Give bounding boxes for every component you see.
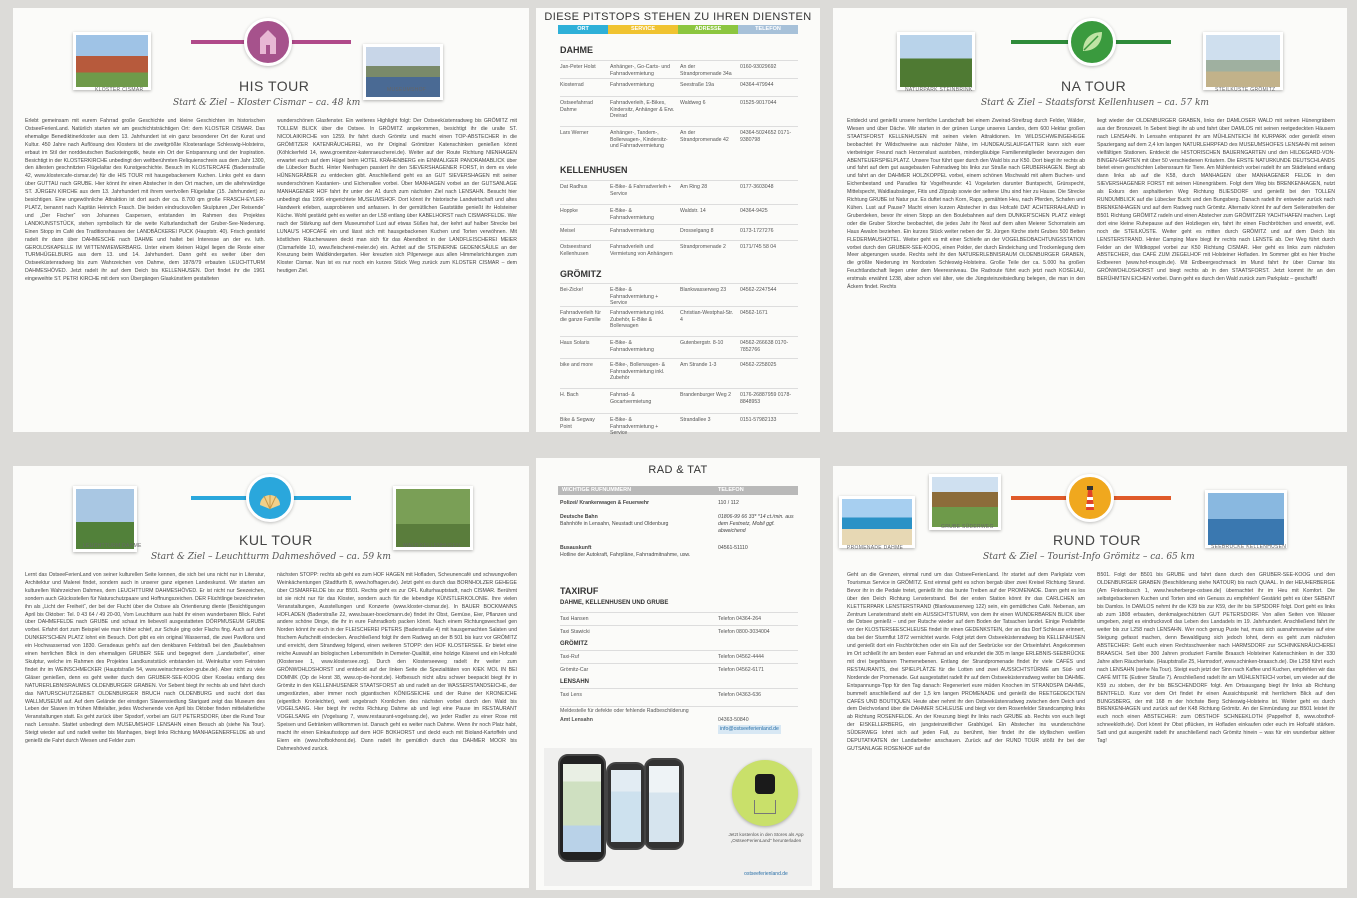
- pitstop-phone: 0177-3603048: [740, 184, 774, 190]
- promenade-photo: [839, 496, 915, 548]
- text-column: liegt wieder der OLDENBURGER GRABEN, links der DAMLOSER WALD mit seinen Hünengräbern aus der Bronzezeit. In Sebent biegt ihr ab und fahrt über DAMLOS mit seinen reetgedeckten Häusern nach LENSAHN. In Lensahn entspannt ihr am MÜHLENTEICH IM KURPARK oder genießt einen Spaziergang auf dem 2,4 km langen NATURLEHRPFAD des MUSEUMSHOFES LENSAHN mit seinen vielfältigen Stationen. Entdeckt die HISTORISCHEN BAUERNGARTEN und den HILDEGARD-VON-BINGEN-GARTEN mit über 50 verschiedenen Kräutern. Die ERSTE NATURKUNDE DEUTSCHLANDS bietet einen geschichten Lebensraum für Tiere. Am Mühlenteich vorbei radelt ihr am Städteland entlang dann links ab auf die K58, durch MANHAGEN über MANHAGENER FELDE in den SIEVERSHAGENER FORST mit seinen Hünengräbern. Folgt dem Weg bis BRENKENHAGEN, nutzt als Exkurs den asphaltierten Weg Richtung BLIESDORF und genießt bei den TOLLEN RUNDUMBLICK auf die Lübecker Bucht und den Bungsberg. Danach radelt ihr entweder zurück nach BRENKENHAGEN und auf dem Radweg nach Grömitz. Alternativ könnt ihr auf dem Seitenstreifen der B501 Richtung GRÖMITZ radeln und einen Abstecher zum GRÖMITZER YACHTHAFEN machen. Legt dort eine kleine Ruhepause auf den Holzliegen ein, fahrt ihr einen Fischbrötchen und erwerbt, evtl. noch die STEILKÜSTE. Weiter geht es mitten durch GRÖMITZ und auf dem Deich bis LENSTERSTRAND. Hinter Camping Mare biegt ihr rechts nach LENSTE ab. Der Weg führt durch Felder an der Wildkoppel vorbei zur K50 Richtung CISMAR. Hier geht es links zum nächsten ABSTECHER, das CAFÉ ZUM ZIEGELHOF mit Holsteiner Hofladen. Im Sommer gibt es hier frische Erdbeeren (www.hof-mougin.de). Mit Erdbeergeschmack im Mund fahrt ihr über Cismar bis GRÖNWOHLDSHORST und biegt rechts ab in den STAATSFORST. Jetzt kommt ihr an den BERÜHMTEN EICHEN vorbei. Dann geht es durch den Wald zurück zum Parkplatz – geschafft!: [1097, 118, 1335, 283]
- pitstop-address: Seestraße 19a: [680, 82, 715, 88]
- col-header-service: SERVICE: [608, 25, 678, 34]
- pitstop-phone: 04562-1671: [740, 310, 768, 316]
- pitstop-address: An der Strandpromenade 34a: [680, 64, 732, 77]
- pitstop-phone: 0171/745 58 04: [740, 244, 777, 250]
- grube-caption: GRUBE SÜDERWEG: [941, 524, 994, 530]
- pitstop-name: Meisel: [560, 228, 575, 234]
- pitstop-service: E-Bike- & Fahrradvermietung + Service: [610, 287, 659, 307]
- website-link[interactable]: ostseeferienland.de: [744, 871, 788, 877]
- seebruecke-caption: SEEBRÜCKE KELLENHUSEN: [1211, 544, 1287, 550]
- pitstop-service: E-Bike-, Bollerwagen- & Fahrradvermietung inkl. Zubehör: [610, 362, 666, 382]
- col-header-ort: ORT: [558, 25, 608, 34]
- taxi-phone: Telefon 04364-264: [718, 616, 761, 622]
- pitstop-phone: 0173-1727276: [740, 228, 774, 234]
- pitstops-title: DIESE PITSTOPS STEHEN ZU IHREN DIENSTEN: [544, 11, 812, 23]
- pitstop-service: E-Bike- & Fahrradvermietung: [610, 208, 654, 221]
- pitstop-row: [560, 358, 798, 382]
- taxi-subtitle: DAHME, KELLENHUSEN UND GRUBE: [560, 600, 669, 606]
- taxi-name: Grömitz-Car: [560, 667, 589, 673]
- taxi-name: Taxi Hansen: [560, 616, 589, 622]
- pitstop-service: Fahrradvermietung: [610, 228, 654, 234]
- pitstop-service: Fahrrad- & Gocartvermietung: [610, 392, 652, 405]
- pitstop-address: An der Strandpromenade 42: [680, 130, 729, 143]
- wald-photo: [393, 486, 473, 550]
- pitstop-name: Lars Werner: [560, 130, 589, 136]
- pitstop-name: Ostseestrand Kellenhusen: [560, 244, 591, 257]
- tour-title: NA TOUR: [1061, 78, 1127, 94]
- wald-caption: WALD KELLENHUSEN: [403, 543, 461, 549]
- pitstop-address: Am Ring 28: [680, 184, 708, 190]
- pitstop-row: [560, 283, 798, 307]
- tour-title: HIS TOUR: [239, 78, 310, 94]
- rad-tat-title: RAD & TAT: [648, 464, 708, 476]
- pitstop-service: Anhänger-, Tandem-, Bollerwagen-, Kindersitz- und Fahrradvermietung: [610, 130, 668, 150]
- pitstop-phone: 04364-479944: [740, 82, 774, 88]
- pitstop-row: [560, 240, 798, 257]
- pitstop-phone: 04364-9425: [740, 208, 768, 214]
- header-phone: TELEFON: [718, 487, 744, 493]
- na-tour-panel: [833, 8, 1347, 432]
- pitstop-row: [560, 224, 798, 235]
- pitstop-address: Brandenburger Weg 2: [680, 392, 731, 398]
- phone-mockup: [558, 754, 606, 862]
- rufnummern-header: [558, 486, 798, 495]
- section-dahme: DAHME: [560, 45, 593, 55]
- leaf-badge-icon: [1068, 18, 1116, 66]
- taxi-city: GRÖMITZ: [560, 641, 588, 647]
- pitstop-address: Strandallee 3: [680, 417, 711, 423]
- pitstop-address: Am Strande 1-3: [680, 362, 717, 368]
- pitstop-phone: 01525-9017044: [740, 100, 777, 106]
- pitstop-address: Gutenbergstr. 8-10: [680, 340, 724, 346]
- pitstop-service: Fahrradverleih, E-Bikes, Kindersitz, Anhänger & Erw. Dreirad: [610, 100, 675, 120]
- table-header: [558, 25, 798, 34]
- phone-mockup: [606, 762, 646, 850]
- pitstop-phone: 0151-57982133: [740, 417, 777, 423]
- pitstop-row: [560, 413, 798, 437]
- pitstop-phone: 04562-2247544: [740, 287, 777, 293]
- pitstop-name: H. Bach: [560, 392, 579, 398]
- pitstop-row: [560, 96, 798, 120]
- museumshof-caption: MUSEUMSHOF: [387, 87, 427, 93]
- meldestelle-name: Amt Lensahn: [560, 717, 593, 723]
- pitstop-name: Hoppke: [560, 208, 578, 214]
- naturpark-photo: [897, 32, 975, 90]
- taxi-phone: Telefon 0800-3034004: [718, 629, 770, 635]
- naturpark-caption: NATURPARK STEINBRINK: [905, 87, 973, 93]
- pitstop-phone: 04562-266638 0170-7852766: [740, 340, 789, 353]
- taxi-phone: Telefon 04562-6171: [718, 667, 764, 673]
- app-info-text: Jetzt kostenlos in den Stores als App „OstseeFerienLand“ herunterladen: [728, 832, 804, 843]
- section-kellenhusen: KELLENHUSEN: [560, 165, 628, 175]
- text-column: nächsten STOPP: rechts ab geht es zum HOF HAGEN mit Hofladen, Scheunencafé und schwungvollen Weinkächentungen (Stadtfurth 8, www.hofhagen.de). Jetzt geht es durch das BORNHOLZER GEHEGE über CISMARFELDE bis zur B501. Rechts geht es zur OFL Kulturhauptstadt, nach CISMAR. Berühmt ist sie nicht nur für das Kloster, sondern auch für die lebendige KÜNSTLERKOLONIE. Ihre vielen Veranstaltungen, Ausstellungen und Konzerte (www.kloster-cismar.de). In BAUER BOCKMANNS HOFLADEN (Baderstraße 22, www.bauer-boeckmann.de) findet ihr Obst, Gemüse, Eier, Pflanzen und andere schöne Dinge, die ihr in eure Fahrradkorb packen könnt. Nach einem Richtungswechsel gen Norden könnt ihr euch in der FLEISCHEREI PETERS (Baderstraße 4) mit hausgemachten Salaten und frischem Aufschnitt eindecken. Anschließend folgt ihr dem Radweg an der B 501 bis kurz vor GRÖMITZ und erreicht, dem Strandweg folgend, einen weiteren STOPP: den HOF KLOSTERSEE. Er bietet eine reiche Auswahl an biologischen Lebensmitteln in Demeter-Qualität, eine holzige Käserei und ein Hofcafé (Klostersee 1, www.klostersee.org). Durch den Klosterseeweg radelt ihr weiter zum GRÖNWOHLDSHORST und entdeckt auf der linken Seite die Spezialitäten von KIEK MOL IN BEI DOMNIK (Op de Horst 38, www.op-de-horst.de). Hofbesuch nicht allzu schwer beepackt biegt ihr in Grömitz in den KELLENHUSENER STAATSFORST ab und radelt an der WASSERSTANDSEICHE, der umgestürzten, aber immer noch gigantischen KÖNIGSEICHE und der Ruine der KRONEICHE (eigentlich Kronleichter), weit ungebrach Kronlichen des nächsten vorbei durch den Wald bis VOGELSANG. Hier biegt ihr rechts Richtung Dahme ab und legt eine Pause im RESTAURANT VOGELSANG ein (Vogelsang 7, www.restaurant-vogelsang.de), wo jeder Radler zu einer Rose mit Speisen und Getränken willkommen ist. Danach geht es weiter nach Dahme. Wenn ihr noch Platz habt, macht ihr einen Einkaufsstopp auf dem HOF BOKHORST und deckt euch mit Bioland-Kartoffeln und Eiern ein (www.hofbokhorst.de). Dann radelt ihr gemütlich durch das DAHMER MOOR bis Dahmeshöved zurück.: [277, 572, 517, 752]
- pitstop-row: [560, 336, 798, 353]
- contact-phone: 01806-99 66 33* *14 ct./min. aus dem Festnetz, Mobil ggf. abweichend: [718, 514, 794, 534]
- pitstop-row: [560, 388, 798, 405]
- pitstop-row: [560, 306, 798, 330]
- col-header-adresse: ADRESSE: [678, 25, 738, 34]
- col-header-telefon: TELEFON: [738, 25, 798, 34]
- shell-badge-icon: [246, 474, 294, 522]
- contact-desc: Bahnhöfe in Lensahn, Neustadt und Oldenburg: [560, 521, 669, 527]
- taxi-name: Taxi Lens: [560, 692, 582, 698]
- text-columns: [847, 572, 1335, 882]
- text-column: B501. Folgt der B501 bis GRUBE und fahrt dann durch den GRUBER-SEE-KOOG und den OLDENBURGER GRABEN (Beschilderung siehe NATOUR) bis nach QUAAL. In der HEUHERBERGE (Am Finkenbusch 1, www.heuherberge-ostsee.de) übernachtet ihr im Heu mit Komfort. Die selbstgebackenen Kuchen und Torten sind ein Genuss zu empfehlen! Gestärkt geht es über SEBENT bis Damlos. In DAMLOS nehmt ihr die K39 bis zur K59, der ihr bis SIPSDORF folgt. Dort geht es links ab zum 1808 erbauten, denkmalgeschützten GUT PETERSDORF. Von allen Seiten von Wasser umgeben, zeigt es eindrucksvoll das Leben des Landadels im 19. Jahrhundert. Anschließend fahrt ihr weiter bis zur L258 nach LENSAHN. Wer noch genug Puste hat, muss sich ausnahmsweise auf eine Steigung gefasst machen, denn Bewaldigung sich jedoch lohnt, denn es geht zum nächsten ABSTECHER: Geht euch einen Rechtsschwenker nach HARMSDORF zur SCHINKENRÄUCHEREI BRAASCH. Seit über 300 Jahren produziert Familie Braasch Holsteiner Katenschinken in der 330 Jahre alten Räucherkate. (Hauptstraße 25, Harmsdorf, www.schinken-braasch.de). Die L258 führt euch nach LENSAHN (siehe Na Tour). Steigt euch jetzt der Sinn nach Kaffee und Kuchen, empfehlen wir das CAFÉ MITTE (Eutiner Straße 7). Anschließend radelt ihr am MÜHLENTEICH vorbei, um wieder auf die K59 zu stoben, der ihr bis BESCHENDORF folgt. Am Ortsausgang biegt ihr links ab Richtung BENTFELD. Kurz vor dem Ort findet ihr einen Aussichtspunkt mit herrlichem Blick auf den BUNGSBERG, der mit 168 m der höchste Berg Schleswig-Holsteins ist. Weiter geht es durch BRENKENHAGEN und zurück auf der K48 Richtung Grömitz. An der Einmündung zur B501 leistet ihr euch noch einen ABSTECHER: zum OBSTHOF SCHNEEKLOTH (Pappelhof 8, www.obsthof-schneekloth.de). Dort könnt ihr Obst pflücken, im Hofladen einkaufen oder euch im Hofcafé stärken. Satt und gut ausgerüht radelt ihr anschließend nach Grömitz hinein – was für ein wunderbar aktiver Tag!: [1097, 572, 1335, 745]
- contact-name: Deutsche Bahn: [560, 514, 598, 520]
- pitstop-name: Haus Solaris: [560, 340, 590, 346]
- text-column: Geht an die Grenzen, einmal rund um das OstseeFerienLand. Ihr startet auf dem Parkplatz vom Tourismus Service in GRÖMITZ. Erst einmal geht es schon bergab über zwei Kreisel Richtung Strand. Bevor ihr in die Pedale tretet, genießt ihr das bunte Treiben auf der PROMENADE. Dann geht es los über den Deich Richtung Lensterstrand. Bei der ersten Station könnt ihr das CARLCHEN am KLETTERPARK LENSTERSTRAND (Blankwasserweg 122) sein, ein gemütliches Café. Nebenan, am Zentrum Lensterstrand steht ein AUSSICHTSTURM, von dem ihr einen WUNDERBAREN BLICK über die Ostsee genießt – und per Rutsche wieder auf dem Boden der Tatsachen landet. Einige Pedaltritte vor der KLOSTERSEESCHLEUSE findet ihr einen GEDENKSTEIN, der an das Dorf Schleuse erinnert, das bei der Sturmflut 1872 vernichtet wurde. Folgt jetzt dem Ostseeküstenradweg bis KELLENHUSEN und genießt dort ein Fischbrötchen oder ein Eis auf der Seebrücke vor der Ortseinfahrt. Angekommen im Ort schließt ihr am besten euer Fahrrad an und erkundet die 305 m lange ERLEBNIS-SEEBRÜCKE mit drei begehbaren Themenebenen. Entlang der Strandpromenade findet ihr viele CAFÉS und RESTAURANTS, drei SPIELPLÄTZE für die Lotten und zwei AUSSICHTSTÜRME am Süd- und Nordende der Promenade. Gut ausgestattet radelt ihr auf dem Ostseeküstenradweg weiter bis DAHME. Entspannungs-Tipp für den Tag danach: Regeneriert eure müden Knochen im STRANDSPA DAHME, bummelt anschließend auf der 1,5 km langen PROMENADE und genießt die REETGEDECKTEN CAFÉS UND BOUTIQUEN. Heute aber nehmt ihr den Ostseeküstenradweg zwischen dem Deich und dem Deichvorland über die DAHMER SCHLEUSE und biegt vor dem Rosenfelder Strandcamping links ab Richtung ROSENFELDE. An der Kreuzung biegt ihr links nach GRUBE ab. Rechts von euch liegt der EISKELLERBERG, ein jungsteinzeitlicher Grabhügel. Ein Abstecher ins wunderschöne SÜDERWEG lohnt sich auf jeden Fall, zu berühmt, hier findet ihr die idyllischen weißen DEPUTATKATEN der Landarbeiter anschauen. Zurück auf der RUND TOUR stößt ihr bei der GUTSANLAGE ROSENHOF auf die: [847, 572, 1085, 752]
- section-groemitz: GRÖMITZ: [560, 269, 602, 279]
- taxi-title: TAXIRUF: [560, 586, 599, 596]
- steilkueste-photo: [1203, 32, 1283, 90]
- pitstop-service: Anhänger-, Go-Carts- und Fahrradvermietung: [610, 64, 670, 77]
- pitstop-name: Ostseefahrrad Dahme: [560, 100, 593, 113]
- pitstop-phone: 0160-93029692: [740, 64, 777, 70]
- phone-mockup: [644, 758, 684, 850]
- pitstop-address: Waldweg 6: [680, 100, 706, 106]
- header-label: WICHTIGE RUFNUMMERN: [562, 487, 632, 493]
- tour-title: RUND TOUR: [1053, 532, 1141, 548]
- contact-name: Polizei/ Krankenwagen & Feuerwehr: [560, 500, 650, 506]
- text-column: Erlebt gemeinsam mit eurem Fahrrad große Geschichte und kleine Geschichten im historischen OstseeFerienLand. Natürlich starten wir am geschichtsträchtigen Ort: dem KLOSTER CISMAR. Das ehemalige Benediktinerkloster aus dem 13. Jahrhundert ist ein ganz besonderer Ort der Kunst und Kultur. 450 Jahre nach Auflösung des Klosters ist die zweitgrößte Klosteranlage Schleswig-Holsteins, erbaut im Stil der norddeutschen Backsteingotik, heute ein Ort der Entspannung und der Inspiration. Besichtigt in der KLOSTERKIRCHE unbedingt den weltberühmten Reliquienschrein aus dem Jahr 1300, den ältesten geschnitzten Flügelaltar des Kunstgeschichte. Besuch im KLOSTERCAFÉ (Badersstraße 42, www.klostercafe-cismar.de) für die HIS TOUR mit hausgebackenem Kuchen. Links geht es dann über GUTTAU nach GRUBE. Hier könnt ihr einen Abstecher in den Ort machen, um die altehrwürdige ST. JÜRGEN KIRCHE aus dem 13. Jahrhundert mit ihrem wertvollen Flügelaltar (15. Jahrhundert) zu besichtigen. Eine ungewöhnliche Attraktion ist dort auch der ca. 8.700 qm große FRASCH-EYLER-PLATZ, benannt nach Kapitän Heinrich Frasch. Die beiden eindrucksvollen Skulpturen „Der Reisende“ und „Der Fischer“ von Johannes Caspersen, entstanden im Rahmen des Projektes LANDKUNSTSTÜCK, stehen symbolisch für die weite Kulturlandschaft der Gruber-See-Niederung. Einen Stopp im Café des Traditionshauses der LANDBÄCKEREI PUCK (Hauptstr. 40). Frisch gestärkt radelt ihr dann über DAHMESCHE nach DAHME und haltet bei Interesse an der ev. luth. GEROLDSKAPELLE IM WITTENWIEWERBARG. Unter einem kleinen Hügel liegen die Reste einer TURMHÜGELBURG aus dem 13. und 14. Jahrhundert. Dann geht es weiter über den Ostseeküstenradweg bis zum Wahrzeichen von Dahme, dem 1878/79 erbauten LEUCHTTURM DAHMESHÖVED. Jetzt radelt ihr auf dem Deich bis KELLENHUSEN. Dort findet ihr die 1961 eingeweihte ST. PETRI KIRCHE mit dem von Übergängen Glaskünstlern gestalteten: [25, 118, 265, 283]
- text-column: Lernt das OstseeFerienLand von seiner kulturellen Seite kennen, die sich bei uns nicht nur in Literatur, Architektur und Malerei findet, sondern auch in unserer ganz eigenen Landeskunst. Wir starten am kulturellen Wahrzeichen Dahmes, dem LEUCHTTURM DAHMESHÖVED. Er ist nicht nur Seezeichen, sondern auch Glücksstellen für Naturschutzpaare und Hoffnungszeichen. DER Flüchtlinge bezeichneten ihn als „Licht der Freiheit“, der bei der Flucht über die Ostsee als Orientierung diente (Besichtigungen April bis Oktober: Tel. 0 43 64 / 49 20-00, Vom Leuchtturm aus habt ihr einen wunderbaren Blick. Fahrt über DAHMEFELDE nach GRUBE und schaut im liebevoll ausgestatteten DÖRPMUSEUM GRUBE vorbei. Erfahrt dort zum Beispiel wie man früher schief, zur Schule ging oder Flachs fing. Auch auf dem DUNKER'SCHEN PLATZ lohnt ein Besuch. Dort gibt es ein original Wasserrad, die zwei Pavillons und ein Hochwasserrad von 1830. Geradeaus geht's auf den denkbaren Feldstraß bei den „Baulebahnen einen herrlichen Blick in den ehemaligen GRUBER SEE und begegnet dem „Landarbeiter“, einer Skulptur, welche im Rahmen des Projektes Landkunststück entstanden ist. Weinkultur vom Feinsten findet ihr im WEINSCHMECKER (Hauptstraße 54, www.weinschmecker-grube.de). Aber nicht zu viele Gläser genießen, denn es geht weiter durch den GRUBER-SEE-KOOG über Koselau entlang des NATURERLEBNISRAUMES OLDENBURGER GRABEN. Vor Sebent biegt ihr rechts ab und fahrt durch das NATURSCHUTZGEBIET OLDENBURGER BRUCH nach OLDENBURG und sucht dort das WALLMUSEUM auf. Auf dem Gelände der einstigen Slawensiedlung Starigard zeigt das Museum des Leben der Slawen im frühen Mittelalter, jedes Wochenende von April bis Oktober finden mittelalterliche Veranstaltungen statt. Es geht zurück über Sipsdorf, vorbei am GUT PETERSDORF, über die Rund Tour nach Lensahn. Stattet unbedingt dem MUSEUMSHOF LENSAHN einen Besuch ab (siehe Na Tour). Steigt wieder auf und radelt weiter bis Manhagen, biegt links Richtung MANHAGENERFELDE ab und genießt die Fahrt durch Wiesen und Felder zum: [25, 572, 265, 745]
- tour-subtitle: Start & Ziel – Staatsforst Kellenhusen – ca. 57 km: [981, 98, 1209, 108]
- pitstops-panel: [536, 8, 820, 437]
- tour-title: KUL TOUR: [239, 532, 313, 548]
- meldestelle-label: Meldestelle für defekte oder fehlende Radbeschilderung: [560, 706, 798, 716]
- contact-phone: 110 / 112: [718, 500, 739, 506]
- pitstop-service: E-Bike- & Fahrradvermietung + Service: [610, 417, 659, 437]
- app-download-badge[interactable]: [732, 760, 798, 826]
- seebruecke-photo: [1205, 490, 1287, 548]
- pitstop-phone: 04562-2258025: [740, 362, 777, 368]
- pitstop-address: Blankwasserweg 23: [680, 287, 727, 293]
- pitstop-phone: 0176-26887959 0178-8848953: [740, 392, 792, 405]
- pitstop-name: Kiosterrad: [560, 82, 584, 88]
- pitstop-service: E-Bike- & Fahrradvermietung: [610, 340, 654, 353]
- meldestelle-phone: 04363-50840: [718, 717, 749, 723]
- meldestelle-email[interactable]: info@ostseeferienland.de: [720, 726, 779, 732]
- pitstop-service: Fahrradvermietung inkl. Zubehör, E-Bike & Bollerwagen: [610, 310, 665, 330]
- pitstop-row: [560, 126, 798, 150]
- kloster-cismar-caption: KLOSTER CISMAR: [95, 87, 144, 93]
- pitstop-name: Jan-Peter Holst: [560, 64, 596, 70]
- pitstop-address: Waldstr. 14: [680, 208, 706, 214]
- pitstop-row: [560, 60, 798, 77]
- taxi-list: [560, 612, 798, 701]
- contact-phone: 04561-51110: [718, 545, 748, 551]
- contact-name: Busauskunft: [560, 545, 592, 551]
- pitstop-row: [560, 180, 798, 197]
- pitstop-name: Bei-Zicke!: [560, 287, 584, 293]
- pitstop-row: [560, 78, 798, 89]
- leuchtturm-caption: LEUCHTTURM DAHME: [83, 543, 142, 549]
- pitstop-service: Fahrradverleih und Vermietung von Anhängern: [610, 244, 673, 257]
- grube-photo: [929, 474, 1001, 530]
- his-tour-panel: [13, 8, 529, 432]
- taxi-phone: Telefon 04363-636: [718, 692, 761, 698]
- rund-tour-panel: [833, 466, 1347, 888]
- contact-desc: Hotline der Autokraft, Fahrpläne, Fahrradmitnahme, usw.: [560, 552, 691, 558]
- text-columns: [25, 572, 517, 882]
- tour-subtitle: Start & Ziel – Tourist-Info Grömitz – ca. 65 km: [983, 552, 1195, 562]
- text-columns: [25, 118, 517, 428]
- taxi-phone: Telefon 04562-4444: [718, 654, 764, 660]
- pitstop-name: Fahrradverleih für die ganze Familie: [560, 310, 601, 323]
- pitstop-service: E-Bike- & Fahrradverleih + Service: [610, 184, 672, 197]
- pitstop-service: Fahrradvermietung: [610, 82, 654, 88]
- pitstop-row: [560, 204, 798, 221]
- text-columns: [847, 118, 1335, 428]
- text-column: wunderschönen Glasfenster. Ein weiteres Highlight folgt: Der Ostseeküstenradweg bis GRÖMITZ mit TOLLEM BLICK über die Ostsee. In GRÖMITZ angekommen, besichtigt ihr die uralte ST. NICOLAIKIRCHE von 1259. Ihr fahrt durch Grömitz und macht einen TOP-ABSTECHER in die GRÖMITZER KATENRÄUCHEREI, wo ihr Original Grömitzer Katenschinken genießen könnt (Köhlckerfeld 14, www.groemitzer-katenraeucherei.de). Weiter auf der Route Richtung NIENHAGEN erwartet euch auf dem Hügel beim HOTEL KRÄHENBERG ein EINMALIGER PANORAMABLICK über die Lübecker Bucht. Hinter Nienhagen passiert ihr den SIEVERSHAGENER FORST, in dem es viele HÜNENGRÄBER zu entdecken gibt. Anschließend geht es an GUT SIEVERSHAGEN mit seiner wunderschönen Kastanien- und Eichenallee vorbei. Über MANHAGEN vorbei an der GUTSANLAGE MANHAGENER HOF fahrt ihr unter der A1 durch zum nächsten Ziel nach LENSAHN. Besucht hier unbedingt das 1996 eingerichtete MUSEUMSHOF. Dort könnt ihr historische Landwirtschaft und altes Handwerk erleben, ausprobieren und anfassen. In der gemütlichen Gaststätte genießt ihr Holsteiner Küche. Wohl gestärkt geht es weiter an der L58 entlang über KABELHORST nach CISMARFELDE. Wer nach der Stärkung auf dem Museumshof Lust auf etwas Süßes hat, der kehrt auf halber Strecke bei LUNAU'S HOFCAFÉ ein und lässt sich mit hausgebackenen Kuchen und Torten verwöhnen. Mit köstlichen Räucherwaren deckt man sich für das Abendbrot in der LANDFLEISCHEREI MEIER (Cismarfelde 10, www.fleischerei-meier.de) ein. Achtet auf die STEINERNE GEDENKSÄULE an der Kreuzung beim Waldkindergarten. Hier kreuzten sich Pilgerwege aus allen Himmelsrichtungen zum Kloster Cismar. Nun ist es nur noch ein kurzes Stück Weg zurück zum KLOSTER CISMAR – dem heutigen Ziel.: [277, 118, 517, 275]
- pitstop-address: Drosselgang 8: [680, 228, 714, 234]
- rad-tat-panel: [536, 458, 820, 890]
- church-badge-icon: [244, 18, 292, 66]
- pitstop-name: Bike & Segway Point: [560, 417, 595, 430]
- taxi-name: Taxi Stawicki: [560, 629, 590, 635]
- pitstop-name: bike and more: [560, 362, 593, 368]
- kul-tour-panel: [13, 466, 529, 888]
- lighthouse-badge-icon: [1066, 474, 1114, 522]
- contact-row: [560, 500, 798, 559]
- pitstop-address: Strandpromenade 2: [680, 244, 726, 250]
- meldestelle: [560, 706, 798, 734]
- kloster-cismar-photo: [73, 32, 151, 90]
- pitstop-address: Christian-Westphal-Str. 4: [680, 310, 734, 323]
- taxi-city: LENSAHN: [560, 679, 590, 685]
- pitstop-name: Dat Radhus: [560, 184, 588, 190]
- tour-subtitle: Start & Ziel – Leuchtturm Dahmeshöved – ca. 59 km: [151, 552, 391, 562]
- text-column: Entdeckt und genießt unsere herrliche Landschaft bei einem Zweirad-Streifzug durch Felder, Wälder, Wiesen und über Däche. Wir starten in der grünen Lunge unseres Landes, dem 600 Hektar großen STAATSFORST KELLENHUSEN mit seinen vielen Attraktionen. Im WILDSCHWEINGEHEGE beobachtet ihr Wildschweine aus nächster Nähe, im HUNDEAUSLAUFGATTER kann sich euer vierbeiniger Freund nach Herzenslust austoben, mindergläubige Familienmitglieder bevorzugen den ABENTEUERSPIELPLATZ. Unsere Tour führt quer durch den Wald bis zur K50. Dort biegt ihr rechts ab und fahrt auf dem gut ausgebauten Fahrradweg bis links zur Straße nach GRUBERHAGEN. Biegt ab und fahrt an der DAHMER HOLZKOPPEL vorbei, einem schönen Mischwald mit altem Buchen- und Eichenbestand und Paradies für Vogelfreunde: 41 Vogelarten darunter Buntspecht, Grünspecht, Mittelspecht, Waldlaubsänger, Fitis und Zilpzalp sowie der seltene Uhu sind hier zu Hause. Die Strecke Richtung GRUBE ist Natur pur. Es duftet nach Korn, Raps, gemähten Heu, nach Pferden, Schafen und Kühen. Lust auf Pause? Macht einen kurzen Abstecher in das Hofcafé DAT ACHTERRAHLAND in Gruberdeken, bevor ihr einen Stopp an den Boulebahnen auf dem DUNKER'SCHEN PLATZ einlegt oder die Gruber Storche beobachtet, die jedes Jahr ihr Nest auf dem alten Meierer Schornstein am Haus Awalon beziehen. Ein kurzes Stück weiter neben der St. Jürgen Kirche steht Grubes 500 Betten FLEDERMAUSHOTEL. Weiter geht es mit einer Schleife an der VOGELBEOBACHTUNGSSTATION vorbei durch den GRUBER-SEE-KOOG, einen Polder, der durch Eindeichung und Trockenlegung dem Meer abgerungen wurde. Rechts seht ihr den NATURERLEBNISRAUM OLDENBURGER GRABEN, die größte Niederung im Nordosten Schleswig-Holsteins. Große Teile der ca. 5.000 ha großen Feuchtlandschaft liegen unter dem Meeresniveau. Die Radroute führt euch jetzt nach KOSELAU, erstmals erwähnt 1238, aber schon viel älter, wie die Jüngsteinzeitsiedlung belegen, die man in den Äckern findet. Rechts: [847, 118, 1085, 291]
- taxi-name: Taxi-Ruf: [560, 654, 580, 660]
- promenade-caption: PROMENADE DAHME: [847, 545, 904, 551]
- pitstop-phone: 04364-5024652 0171-9380798: [740, 130, 792, 143]
- steilkueste-caption: STEILKÜSTE GRÖMITZ: [1215, 87, 1276, 93]
- tour-subtitle: Start & Ziel – Kloster Cismar – ca. 48 km: [173, 98, 361, 108]
